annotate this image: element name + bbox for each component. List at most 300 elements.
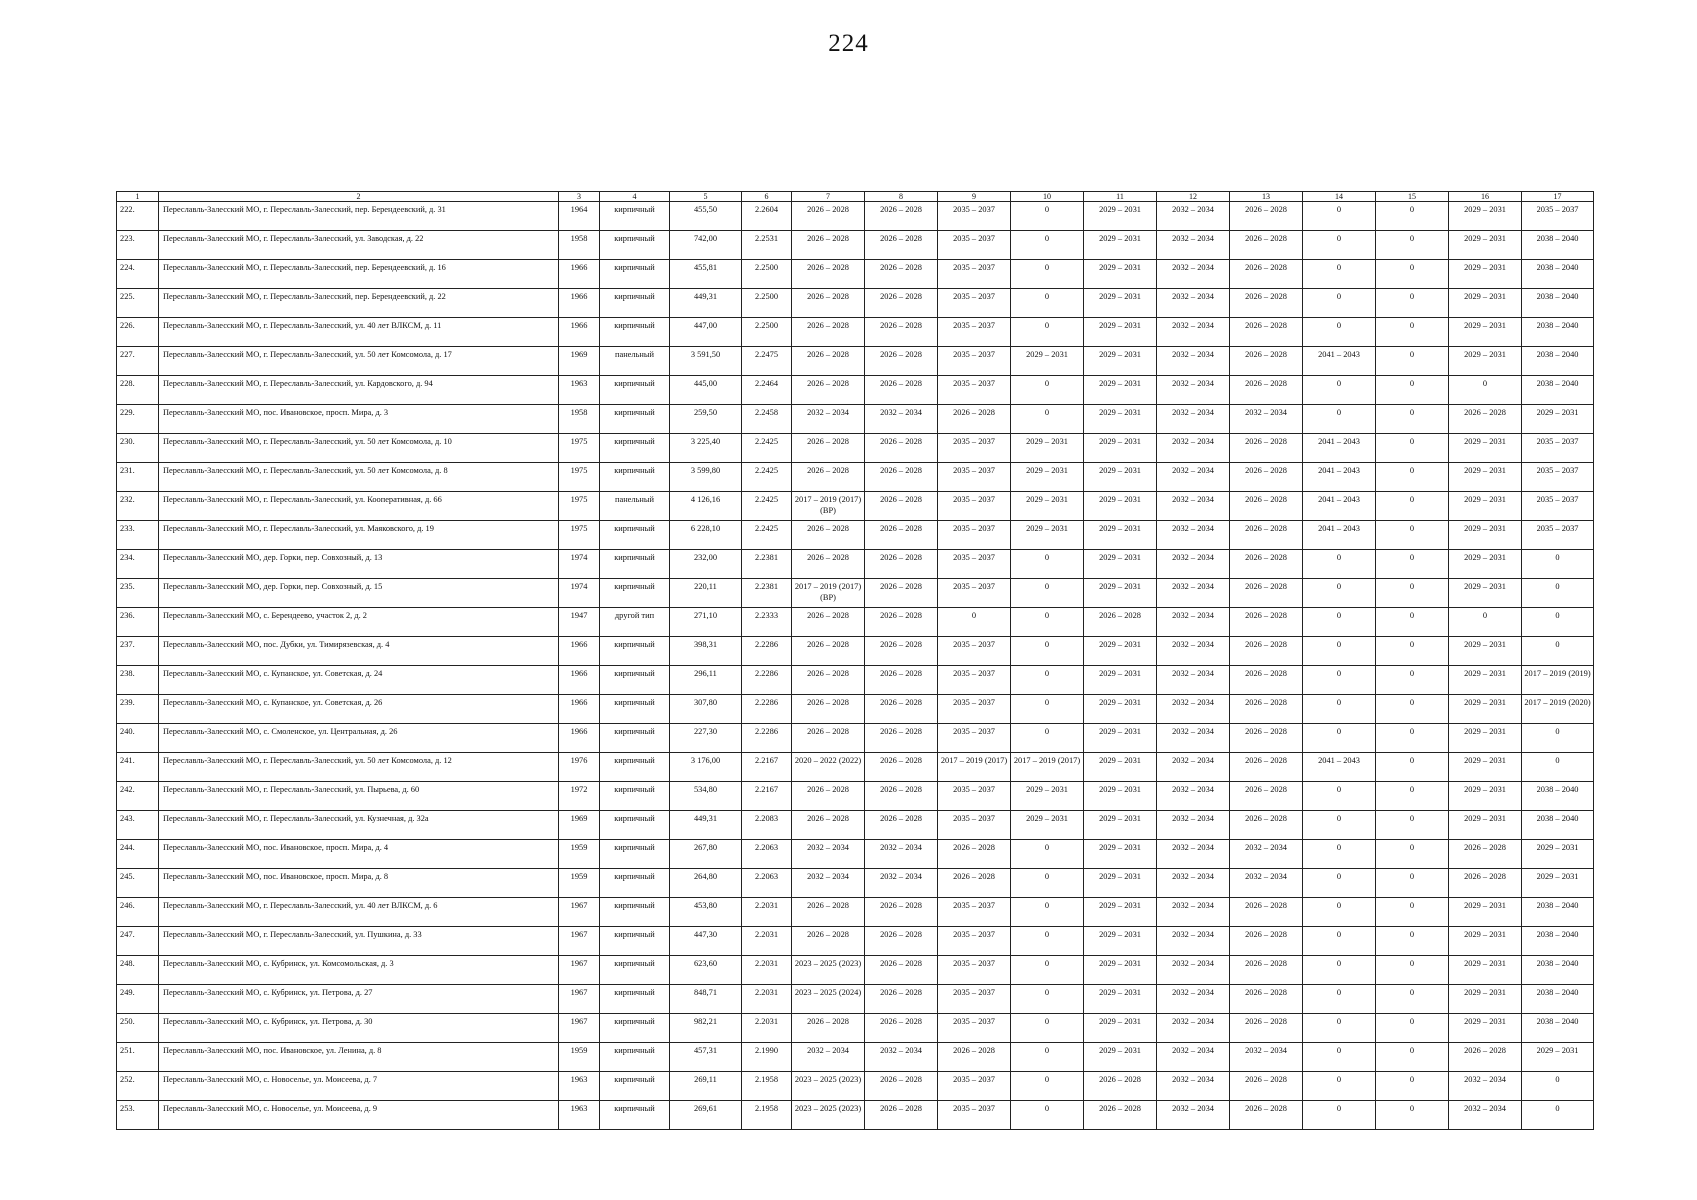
table-cell: кирпичный xyxy=(600,898,670,927)
table-cell: 2035 – 2037 xyxy=(938,695,1011,724)
page-number: 224 xyxy=(828,30,869,57)
address-cell: Переславль-Залесский МО, г. Переславль-Залесский, ул. Кооперативная, д. 66 xyxy=(159,492,559,521)
table-cell: 2029 – 2031 xyxy=(1449,202,1522,231)
table-cell: 2035 – 2037 xyxy=(938,202,1011,231)
table-cell: 2017 – 2019 (2020) xyxy=(1522,695,1594,724)
column-number-cell: 1 xyxy=(117,192,159,202)
table-cell: 2023 – 2025 (2023) xyxy=(792,1072,865,1101)
table-cell: 2026 – 2028 xyxy=(865,1014,938,1043)
address-cell: Переславль-Залесский МО, г. Переславль-Залесский, пер. Берендеевский, д. 31 xyxy=(159,202,559,231)
table-cell: 0 xyxy=(1376,550,1449,579)
address-cell: Переславль-Залесский МО, пос. Ивановское, просп. Мира, д. 8 xyxy=(159,869,559,898)
column-number-row xyxy=(117,192,1594,202)
table-cell: 1975 xyxy=(559,521,600,550)
table-row xyxy=(117,956,1594,985)
table-cell: 0 xyxy=(938,608,1011,637)
table-cell: 2026 – 2028 xyxy=(938,840,1011,869)
table-cell: 2029 – 2031 xyxy=(1084,927,1157,956)
table-cell: 0 xyxy=(1011,1043,1084,1072)
table-cell: 0 xyxy=(1303,1072,1376,1101)
address-cell: Переславль-Залесский МО, г. Переславль-Залесский, ул. Маяковского, д. 19 xyxy=(159,521,559,550)
table-cell: 1974 xyxy=(559,579,600,608)
address-cell: Переславль-Залесский МО, с. Смоленское, ул. Центральная, д. 26 xyxy=(159,724,559,753)
table-cell: 2026 – 2028 xyxy=(1230,898,1303,927)
column-number-cell: 10 xyxy=(1011,192,1084,202)
table-cell: 2032 – 2034 xyxy=(1157,666,1230,695)
table-cell: 2026 – 2028 xyxy=(792,811,865,840)
table-cell: 0 xyxy=(1376,1101,1449,1130)
table-row xyxy=(117,927,1594,956)
table-cell: 220,11 xyxy=(670,579,742,608)
table-cell: 2035 – 2037 xyxy=(938,579,1011,608)
table-cell: 2026 – 2028 xyxy=(865,521,938,550)
table-cell: кирпичный xyxy=(600,405,670,434)
table-cell: 2.1990 xyxy=(742,1043,792,1072)
address-cell: Переславль-Залесский МО, с. Новоселье, ул. Моисеева, д. 7 xyxy=(159,1072,559,1101)
row-number-cell: 250. xyxy=(117,1014,159,1043)
table-cell: 2029 – 2031 xyxy=(1084,579,1157,608)
table-cell: 2.2425 xyxy=(742,521,792,550)
address-cell: Переславль-Залесский МО, г. Переславль-Залесский, ул. Заводская, д. 22 xyxy=(159,231,559,260)
table-cell: 0 xyxy=(1376,637,1449,666)
table-cell: 2038 – 2040 xyxy=(1522,927,1594,956)
row-number-cell: 226. xyxy=(117,318,159,347)
table-cell: 2038 – 2040 xyxy=(1522,811,1594,840)
table-cell: 0 xyxy=(1011,637,1084,666)
table-row xyxy=(117,811,1594,840)
table-cell: 2.2286 xyxy=(742,695,792,724)
table-row xyxy=(117,637,1594,666)
table-cell: 2026 – 2028 xyxy=(938,1043,1011,1072)
table-cell: 1975 xyxy=(559,434,600,463)
table-cell: 2035 – 2037 xyxy=(938,1072,1011,1101)
table-cell: кирпичный xyxy=(600,1043,670,1072)
address-cell: Переславль-Залесский МО, пос. Ивановское, просп. Мира, д. 3 xyxy=(159,405,559,434)
table-cell: кирпичный xyxy=(600,579,670,608)
table-cell: 2026 – 2028 xyxy=(792,637,865,666)
table-cell: 0 xyxy=(1011,376,1084,405)
table-cell: 2023 – 2025 (2023) xyxy=(792,956,865,985)
table-cell: 2032 – 2034 xyxy=(1157,695,1230,724)
table-cell: 2032 – 2034 xyxy=(1157,318,1230,347)
table-cell: 2035 – 2037 xyxy=(938,492,1011,521)
table-cell: 2029 – 2031 xyxy=(1449,637,1522,666)
table-cell: 0 xyxy=(1011,927,1084,956)
table-cell: 1963 xyxy=(559,376,600,405)
table-row xyxy=(117,347,1594,376)
table-cell: 0 xyxy=(1376,898,1449,927)
table-cell: 2029 – 2031 xyxy=(1084,724,1157,753)
table-cell: 1969 xyxy=(559,347,600,376)
table-cell: 1959 xyxy=(559,869,600,898)
table-cell: 2026 – 2028 xyxy=(865,927,938,956)
row-number-cell: 229. xyxy=(117,405,159,434)
table-cell: 2026 – 2028 xyxy=(1084,1101,1157,1130)
table-cell: кирпичный xyxy=(600,1072,670,1101)
table-cell: 0 xyxy=(1303,202,1376,231)
table-cell: 0 xyxy=(1011,289,1084,318)
table-cell: 1967 xyxy=(559,898,600,927)
table-cell: 2026 – 2028 xyxy=(1230,1014,1303,1043)
table-cell: 2.2425 xyxy=(742,434,792,463)
address-cell: Переславль-Залесский МО, с. Кубринск, ул. Петрова, д. 30 xyxy=(159,1014,559,1043)
row-number-cell: 244. xyxy=(117,840,159,869)
table-cell: 2026 – 2028 xyxy=(865,956,938,985)
table-cell: 2.2425 xyxy=(742,463,792,492)
table-cell: 0 xyxy=(1522,637,1594,666)
table-cell: 0 xyxy=(1011,260,1084,289)
table-cell: 0 xyxy=(1303,608,1376,637)
table-cell: 2029 – 2031 xyxy=(1084,521,1157,550)
table-cell: 2029 – 2031 xyxy=(1084,1043,1157,1072)
table-cell: 2.2031 xyxy=(742,898,792,927)
table-cell: 2029 – 2031 xyxy=(1449,927,1522,956)
table-cell: 2032 – 2034 xyxy=(1449,1101,1522,1130)
table-cell: 2035 – 2037 xyxy=(938,898,1011,927)
table-cell: 2038 – 2040 xyxy=(1522,985,1594,1014)
table-cell: 2029 – 2031 xyxy=(1449,898,1522,927)
table-cell: 2038 – 2040 xyxy=(1522,231,1594,260)
table-cell: 2029 – 2031 xyxy=(1449,550,1522,579)
table-cell: 2035 – 2037 xyxy=(938,1101,1011,1130)
table-cell: 1974 xyxy=(559,550,600,579)
table-cell: 2026 – 2028 xyxy=(792,260,865,289)
table-cell: 2029 – 2031 xyxy=(1084,434,1157,463)
table-cell: 2026 – 2028 xyxy=(865,347,938,376)
column-number-cell: 3 xyxy=(559,192,600,202)
table-cell: 2032 – 2034 xyxy=(1157,811,1230,840)
table-cell: 2026 – 2028 xyxy=(865,260,938,289)
address-cell: Переславль-Залесский МО, пос. Ивановское, ул. Ленина, д. 8 xyxy=(159,1043,559,1072)
table-cell: 2029 – 2031 xyxy=(1011,811,1084,840)
table-cell: 0 xyxy=(1303,956,1376,985)
table-cell: 2026 – 2028 xyxy=(1084,1072,1157,1101)
table-row xyxy=(117,985,1594,1014)
table-cell: 232,00 xyxy=(670,550,742,579)
table-row xyxy=(117,289,1594,318)
table-cell: 2.2286 xyxy=(742,724,792,753)
table-cell: 1976 xyxy=(559,753,600,782)
table-cell: 2035 – 2037 xyxy=(1522,434,1594,463)
table-cell: 0 xyxy=(1303,840,1376,869)
table-cell: 0 xyxy=(1522,579,1594,608)
table-cell: 2035 – 2037 xyxy=(938,318,1011,347)
table-cell: кирпичный xyxy=(600,318,670,347)
table-cell: 2029 – 2031 xyxy=(1449,289,1522,318)
table-cell: панельный xyxy=(600,347,670,376)
table-cell: 2026 – 2028 xyxy=(865,318,938,347)
table-row xyxy=(117,492,1594,521)
table-cell: 2026 – 2028 xyxy=(792,782,865,811)
table-cell: 449,31 xyxy=(670,811,742,840)
table-cell: 398,31 xyxy=(670,637,742,666)
table-cell: 2029 – 2031 xyxy=(1011,347,1084,376)
table-cell: 2035 – 2037 xyxy=(938,724,1011,753)
table-cell: 0 xyxy=(1303,376,1376,405)
table-cell: 2032 – 2034 xyxy=(1157,376,1230,405)
table-cell: кирпичный xyxy=(600,231,670,260)
table-cell: 1966 xyxy=(559,695,600,724)
table-cell: 0 xyxy=(1303,666,1376,695)
table-cell: 2035 – 2037 xyxy=(938,434,1011,463)
table-cell: 2.1958 xyxy=(742,1072,792,1101)
table-cell: 2026 – 2028 xyxy=(1230,927,1303,956)
table-row xyxy=(117,666,1594,695)
table-cell: 0 xyxy=(1376,724,1449,753)
row-number-cell: 234. xyxy=(117,550,159,579)
table-cell: 2029 – 2031 xyxy=(1449,260,1522,289)
row-number-cell: 232. xyxy=(117,492,159,521)
table-cell: 2032 – 2034 xyxy=(1157,898,1230,927)
table-cell: 0 xyxy=(1376,376,1449,405)
table-row xyxy=(117,1072,1594,1101)
address-cell: Переславль-Залесский МО, г. Переславль-Залесский, ул. Пырьева, д. 60 xyxy=(159,782,559,811)
table-cell: 2029 – 2031 xyxy=(1084,695,1157,724)
table-cell: 2026 – 2028 xyxy=(1230,289,1303,318)
table-cell: 2038 – 2040 xyxy=(1522,898,1594,927)
table-cell: 2029 – 2031 xyxy=(1084,492,1157,521)
column-number-cell: 7 xyxy=(792,192,865,202)
table-cell: 2041 – 2043 xyxy=(1303,463,1376,492)
table-cell: 2041 – 2043 xyxy=(1303,521,1376,550)
table-cell: 2026 – 2028 xyxy=(865,231,938,260)
table-cell: 2029 – 2031 xyxy=(1011,492,1084,521)
table-cell: 2026 – 2028 xyxy=(865,985,938,1014)
row-number-cell: 253. xyxy=(117,1101,159,1130)
table-cell: 0 xyxy=(1376,666,1449,695)
column-number-cell: 4 xyxy=(600,192,670,202)
row-number-cell: 227. xyxy=(117,347,159,376)
table-cell: 2029 – 2031 xyxy=(1522,405,1594,434)
row-number-cell: 223. xyxy=(117,231,159,260)
table-cell: 2026 – 2028 xyxy=(1230,579,1303,608)
table-cell: 2032 – 2034 xyxy=(1157,550,1230,579)
table-cell: 2026 – 2028 xyxy=(792,289,865,318)
table-cell: кирпичный xyxy=(600,695,670,724)
table-cell: 2029 – 2031 xyxy=(1449,985,1522,1014)
table-cell: кирпичный xyxy=(600,956,670,985)
table-cell: 2029 – 2031 xyxy=(1084,202,1157,231)
table-cell: 2032 – 2034 xyxy=(792,869,865,898)
table-cell: 3 176,00 xyxy=(670,753,742,782)
table-cell: 0 xyxy=(1303,1043,1376,1072)
table-cell: 2.1958 xyxy=(742,1101,792,1130)
column-number-cell: 6 xyxy=(742,192,792,202)
table-row xyxy=(117,753,1594,782)
table-cell: 0 xyxy=(1376,260,1449,289)
table-cell: 2029 – 2031 xyxy=(1449,811,1522,840)
table-cell: 2.2031 xyxy=(742,927,792,956)
table-cell: 0 xyxy=(1303,1101,1376,1130)
table-row xyxy=(117,405,1594,434)
table-row xyxy=(117,550,1594,579)
table-cell: 2026 – 2028 xyxy=(1230,811,1303,840)
table-cell: 2032 – 2034 xyxy=(1157,608,1230,637)
table-cell: 2026 – 2028 xyxy=(865,811,938,840)
table-cell: 296,11 xyxy=(670,666,742,695)
table-cell: 0 xyxy=(1011,1014,1084,1043)
table-cell: 0 xyxy=(1303,724,1376,753)
row-number-cell: 252. xyxy=(117,1072,159,1101)
table-cell: 0 xyxy=(1376,927,1449,956)
table-cell: 2029 – 2031 xyxy=(1522,840,1594,869)
table-cell: 2035 – 2037 xyxy=(938,550,1011,579)
table-cell: 2026 – 2028 xyxy=(792,666,865,695)
table-cell: 1963 xyxy=(559,1072,600,1101)
row-number-cell: 243. xyxy=(117,811,159,840)
address-cell: Переславль-Залесский МО, с. Кубринск, ул. Петрова, д. 27 xyxy=(159,985,559,1014)
table-row xyxy=(117,434,1594,463)
table-cell: 2029 – 2031 xyxy=(1084,1014,1157,1043)
table-row xyxy=(117,608,1594,637)
table-cell: 2.2167 xyxy=(742,753,792,782)
table-cell: 2035 – 2037 xyxy=(1522,202,1594,231)
table-row xyxy=(117,724,1594,753)
table-cell: кирпичный xyxy=(600,666,670,695)
table-cell: 2.2031 xyxy=(742,985,792,1014)
table-cell: 2029 – 2031 xyxy=(1084,666,1157,695)
table-cell: 2032 – 2034 xyxy=(1157,753,1230,782)
table-cell: 2026 – 2028 xyxy=(1230,724,1303,753)
table-cell: 2029 – 2031 xyxy=(1084,637,1157,666)
table-row xyxy=(117,202,1594,231)
table-cell: 0 xyxy=(1303,985,1376,1014)
table-cell: 1958 xyxy=(559,405,600,434)
table-cell: 2029 – 2031 xyxy=(1084,550,1157,579)
table-cell: 1963 xyxy=(559,1101,600,1130)
address-cell: Переславль-Залесский МО, г. Переславль-Залесский, ул. 50 лет Комсомола, д. 10 xyxy=(159,434,559,463)
table-cell: 2032 – 2034 xyxy=(792,405,865,434)
table-cell: 2032 – 2034 xyxy=(865,1043,938,1072)
table-cell: 0 xyxy=(1376,405,1449,434)
table-cell: 2026 – 2028 xyxy=(1230,550,1303,579)
table-cell: 0 xyxy=(1522,753,1594,782)
table-cell: кирпичный xyxy=(600,811,670,840)
table-cell: 2029 – 2031 xyxy=(1449,695,1522,724)
table-cell: 0 xyxy=(1522,550,1594,579)
address-cell: Переславль-Залесский МО, г. Переславль-Залесский, ул. 50 лет Комсомола, д. 8 xyxy=(159,463,559,492)
table-cell: 0 xyxy=(1303,231,1376,260)
table-cell: 0 xyxy=(1303,260,1376,289)
table-cell: 2029 – 2031 xyxy=(1084,260,1157,289)
table-cell: кирпичный xyxy=(600,985,670,1014)
column-number-cell: 16 xyxy=(1449,192,1522,202)
table-cell: 2032 – 2034 xyxy=(1157,1101,1230,1130)
column-number-cell: 15 xyxy=(1376,192,1449,202)
table-cell: 0 xyxy=(1011,695,1084,724)
address-cell: Переславль-Залесский МО, с. Купанское, ул. Советская, д. 26 xyxy=(159,695,559,724)
table-cell: кирпичный xyxy=(600,550,670,579)
row-number-cell: 225. xyxy=(117,289,159,318)
table-cell: 0 xyxy=(1376,695,1449,724)
table-cell: 2023 – 2025 (2024) xyxy=(792,985,865,1014)
table-cell: 2029 – 2031 xyxy=(1449,753,1522,782)
table-cell: 2026 – 2028 xyxy=(1230,376,1303,405)
table-cell: 1959 xyxy=(559,1043,600,1072)
table-cell: 271,10 xyxy=(670,608,742,637)
table-cell: 0 xyxy=(1522,1101,1594,1130)
table-row xyxy=(117,782,1594,811)
column-number-cell: 14 xyxy=(1303,192,1376,202)
table-cell: 2.2286 xyxy=(742,666,792,695)
table-cell: 1967 xyxy=(559,985,600,1014)
table-cell: 2026 – 2028 xyxy=(865,666,938,695)
table-cell: 2026 – 2028 xyxy=(938,405,1011,434)
table-cell: 269,61 xyxy=(670,1101,742,1130)
table-cell: 2029 – 2031 xyxy=(1084,318,1157,347)
table-cell: 2035 – 2037 xyxy=(938,782,1011,811)
table-cell: 3 591,50 xyxy=(670,347,742,376)
table-cell: 1967 xyxy=(559,927,600,956)
table-cell: 2.2500 xyxy=(742,289,792,318)
table-cell: 2029 – 2031 xyxy=(1011,782,1084,811)
housing-register-table xyxy=(116,191,1594,1130)
table-cell: 3 599,80 xyxy=(670,463,742,492)
table-cell: 2029 – 2031 xyxy=(1011,521,1084,550)
table-cell: 2.2464 xyxy=(742,376,792,405)
table-cell: 0 xyxy=(1376,782,1449,811)
table-cell: 2032 – 2034 xyxy=(865,840,938,869)
table-cell: кирпичный xyxy=(600,260,670,289)
table-row xyxy=(117,231,1594,260)
table-cell: 1967 xyxy=(559,1014,600,1043)
table-cell: 0 xyxy=(1303,637,1376,666)
table-cell: 2.2381 xyxy=(742,550,792,579)
table-cell: 2026 – 2028 xyxy=(1230,608,1303,637)
table-row xyxy=(117,1014,1594,1043)
table-cell: 2026 – 2028 xyxy=(1230,347,1303,376)
table-cell: 0 xyxy=(1376,434,1449,463)
row-number-cell: 249. xyxy=(117,985,159,1014)
table-cell: 0 xyxy=(1303,869,1376,898)
table-cell: 2032 – 2034 xyxy=(1230,405,1303,434)
table-cell: 1967 xyxy=(559,956,600,985)
table-cell: 2032 – 2034 xyxy=(792,1043,865,1072)
table-cell: 0 xyxy=(1376,956,1449,985)
table-cell: 2029 – 2031 xyxy=(1084,869,1157,898)
table-cell: 2032 – 2034 xyxy=(1157,492,1230,521)
table-cell: 2026 – 2028 xyxy=(792,695,865,724)
table-cell: 2.2475 xyxy=(742,347,792,376)
table-cell: 2032 – 2034 xyxy=(1157,927,1230,956)
table-cell: кирпичный xyxy=(600,869,670,898)
row-number-cell: 241. xyxy=(117,753,159,782)
table-cell: 2.2333 xyxy=(742,608,792,637)
table-cell: 0 xyxy=(1011,318,1084,347)
row-number-cell: 222. xyxy=(117,202,159,231)
table-cell: 264,80 xyxy=(670,869,742,898)
table-cell: 2026 – 2028 xyxy=(1230,521,1303,550)
table-cell: 0 xyxy=(1376,608,1449,637)
table-cell: 2032 – 2034 xyxy=(1157,434,1230,463)
table-cell: 2029 – 2031 xyxy=(1449,1014,1522,1043)
table-cell: 2032 – 2034 xyxy=(1157,637,1230,666)
table-cell: 1966 xyxy=(559,289,600,318)
table-cell: 259,50 xyxy=(670,405,742,434)
table-cell: 2026 – 2028 xyxy=(1230,318,1303,347)
table-cell: 2029 – 2031 xyxy=(1449,666,1522,695)
table-cell: 2029 – 2031 xyxy=(1084,289,1157,318)
table-cell: 0 xyxy=(1011,898,1084,927)
table-row xyxy=(117,1043,1594,1072)
table-cell: 0 xyxy=(1376,521,1449,550)
table-cell: 2032 – 2034 xyxy=(1230,1043,1303,1072)
table-cell: 1947 xyxy=(559,608,600,637)
table-cell: 2026 – 2028 xyxy=(865,782,938,811)
table-cell: 0 xyxy=(1011,956,1084,985)
table-cell: 2029 – 2031 xyxy=(1449,782,1522,811)
table-row xyxy=(117,318,1594,347)
